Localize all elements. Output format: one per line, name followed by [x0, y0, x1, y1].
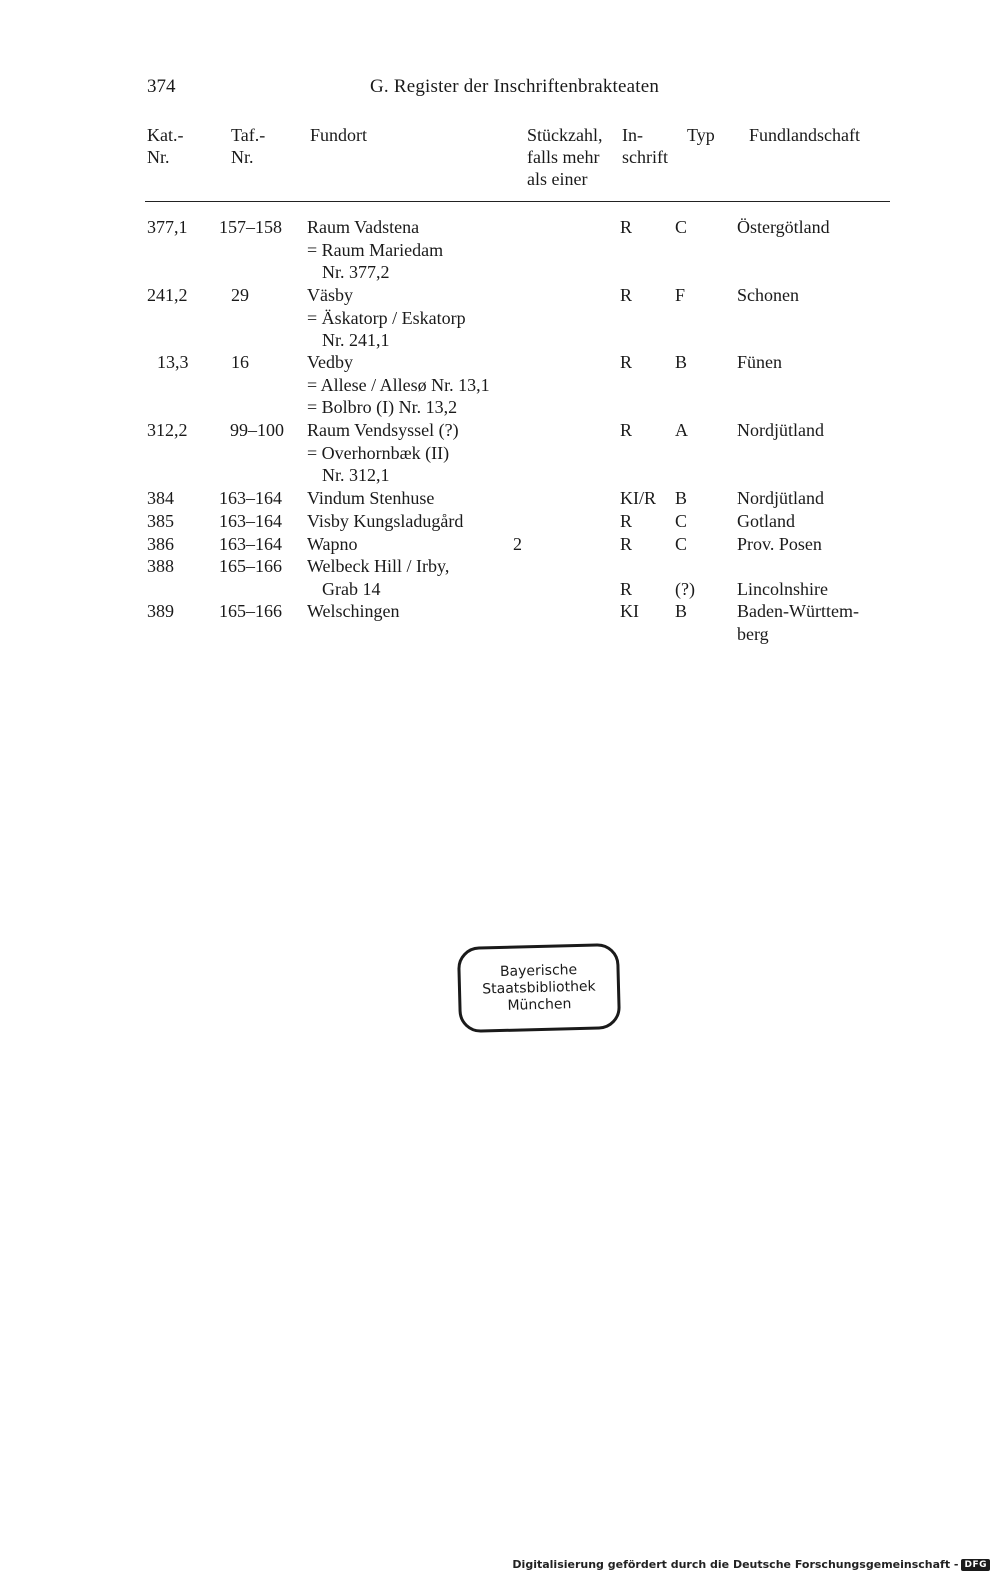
stamp-line: Bayerische — [499, 961, 578, 980]
header-fundort — [310, 124, 367, 146]
cell-kat: 385 — [147, 511, 174, 531]
fundort-line: = Raum Mariedam — [307, 239, 444, 260]
header-typ — [687, 124, 715, 146]
fundort-line: Vindum Stenhuse — [307, 488, 435, 508]
cell-kat: 386 — [147, 534, 174, 554]
cell-taf: 29 — [231, 285, 249, 305]
header-taf-line: Nr. — [231, 147, 254, 167]
fundort-line: Väsby — [307, 285, 353, 305]
header-typ-line: Typ — [687, 125, 715, 145]
cell-land — [737, 216, 830, 239]
cell-fundort — [307, 419, 459, 487]
cell-fundort — [307, 555, 449, 600]
header-land — [749, 124, 860, 146]
header-rule — [145, 201, 890, 202]
fundort-line: Visby Kungsladugård — [307, 511, 464, 531]
cell-taf: 165–166 — [219, 556, 282, 576]
fundort-line: Vedby — [307, 352, 353, 372]
fundort-line: Grab 14 — [322, 578, 381, 599]
cell-kat: 241,2 — [147, 285, 188, 305]
cell-inschrift: R — [620, 420, 633, 440]
cell-kat: 13,3 — [157, 352, 189, 372]
land-line: Nordjütland — [737, 488, 824, 508]
cell-taf: 157–158 — [219, 217, 282, 237]
cell-land — [737, 351, 782, 374]
cell-taf: 16 — [231, 352, 249, 372]
fundort-line: Raum Vadstena — [307, 217, 420, 237]
cell-inschrift: KI — [620, 601, 639, 621]
cell-land — [737, 284, 799, 307]
cell-inschrift: R — [620, 352, 633, 372]
digitization-footer — [512, 1558, 990, 1571]
cell-land — [737, 578, 828, 601]
cell-fundort — [307, 216, 443, 284]
cell-land — [737, 487, 824, 510]
cell-kat: 384 — [147, 488, 174, 508]
cell-count: 2 — [513, 534, 522, 554]
header-kat-line: Nr. — [147, 147, 170, 167]
cell-fundort — [307, 533, 358, 556]
cell-inschrift: R — [620, 511, 633, 531]
library-stamp — [457, 943, 621, 1033]
cell-typ: A — [675, 420, 688, 440]
land-line: Prov. Posen — [737, 534, 822, 554]
cell-inschrift: KI/R — [620, 488, 656, 508]
header-taf-line: Taf.- — [231, 125, 266, 145]
land-line: Östergötland — [737, 217, 830, 237]
cell-kat: 312,2 — [147, 420, 188, 440]
cell-inschrift: R — [620, 534, 633, 554]
cell-kat: 389 — [147, 601, 174, 621]
cell-fundort — [307, 600, 400, 623]
cell-typ: (?) — [675, 579, 695, 599]
land-line: berg — [737, 623, 769, 644]
cell-typ: B — [675, 488, 688, 508]
header-land-line: Fundlandschaft — [749, 125, 860, 145]
cell-typ: B — [675, 352, 688, 372]
cell-taf: 165–166 — [219, 601, 282, 621]
cell-taf: 163–164 — [219, 534, 282, 554]
land-line: Schonen — [737, 285, 799, 305]
land-line: Nordjütland — [737, 420, 824, 440]
land-line: Baden-Württem- — [737, 601, 859, 621]
cell-inschrift: R — [620, 285, 633, 305]
fundort-line: = Allese / Allesø Nr. 13,1 — [307, 374, 490, 395]
cell-kat: 377,1 — [147, 217, 188, 237]
cell-taf: 163–164 — [219, 511, 282, 531]
cell-land — [737, 600, 859, 645]
header-count-line: Stückzahl, — [527, 125, 603, 145]
header-inschrift — [622, 124, 668, 168]
cell-inschrift: R — [620, 217, 633, 237]
running-head: G. Register der Inschriftenbrakteaten — [370, 76, 660, 97]
fundort-line: Nr. 312,1 — [322, 465, 390, 485]
header-count — [527, 124, 602, 190]
fundort-line: Nr. 241,1 — [322, 330, 390, 350]
cell-taf: 163–164 — [219, 488, 282, 508]
fundort-line: Welschingen — [307, 601, 400, 621]
header-kat — [147, 124, 183, 168]
cell-fundort — [307, 351, 490, 419]
land-line: Fünen — [737, 352, 782, 372]
land-line: Gotland — [737, 511, 795, 531]
stamp-line: München — [507, 995, 572, 1014]
cell-fundort — [307, 510, 463, 533]
fundort-line: Raum Vendsyssel (?) — [307, 420, 459, 440]
cell-typ: C — [675, 534, 688, 554]
header-inschrift-line: schrift — [622, 147, 668, 167]
header-count-line: als einer — [527, 169, 588, 189]
cell-fundort — [307, 284, 466, 352]
header-count-line: falls mehr — [527, 147, 600, 167]
cell-taf: 99–100 — [230, 420, 284, 440]
fundort-line: Welbeck Hill / Irby, — [307, 556, 450, 576]
cell-fundort — [307, 487, 434, 510]
cell-typ: F — [675, 285, 686, 305]
cell-inschrift: R — [620, 579, 633, 599]
cell-typ: B — [675, 601, 688, 621]
header-taf — [231, 124, 265, 168]
header-inschrift-line: In- — [622, 125, 643, 145]
cell-land — [737, 533, 822, 556]
stamp-line: Staatsbibliothek — [482, 978, 596, 997]
fundort-line: = Overhornbæk (II) — [307, 442, 450, 463]
header-fundort-line: Fundort — [310, 125, 368, 145]
footer-text: Digitalisierung gefördert durch die Deutsche Forschungsgemeinschaft - — [512, 1558, 959, 1571]
cell-land — [737, 510, 795, 533]
land-line: Lincolnshire — [737, 579, 828, 599]
cell-land — [737, 419, 824, 442]
dfg-logo: DFG — [961, 1559, 990, 1571]
header-kat-line: Kat.- — [147, 125, 184, 145]
fundort-line: Wapno — [307, 534, 358, 554]
fundort-line: Nr. 377,2 — [322, 262, 390, 282]
fundort-line: = Bolbro (I) Nr. 13,2 — [307, 397, 458, 417]
cell-kat: 388 — [147, 556, 174, 576]
cell-typ: C — [675, 217, 688, 237]
cell-typ: C — [675, 511, 688, 531]
page-number: 374 — [147, 76, 176, 97]
fundort-line: = Äskatorp / Eskatorp — [307, 307, 466, 328]
